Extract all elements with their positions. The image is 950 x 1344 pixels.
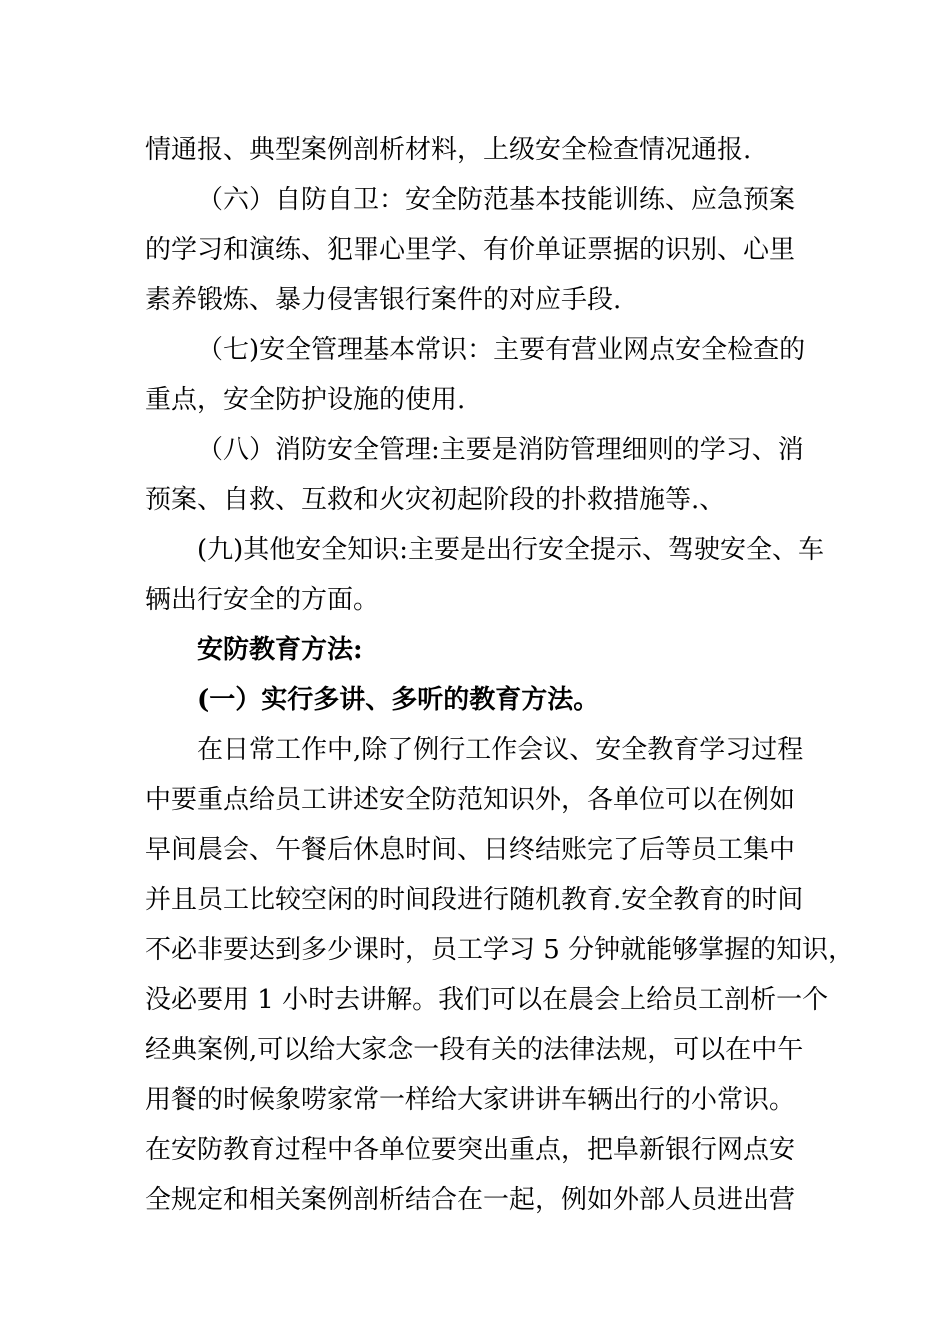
text-line: 辆出行安全的方面。	[145, 585, 380, 615]
text-line: （八）消防安全管理:主要是消防管理细则的学习、消	[197, 435, 804, 465]
text-line: 重点，安全防护设施的使用.	[145, 385, 466, 415]
document-page	[145, 125, 855, 1225]
subsection-heading: (一）实行多讲、多听的教育方法。	[197, 685, 600, 715]
text-line: (九)其他安全知识:主要是出行安全提示、驾驶安全、车	[197, 535, 825, 565]
text-line: 用餐的时候象唠家常一样给大家讲讲车辆出行的小常识。	[145, 1085, 796, 1115]
text-line: 在安防教育过程中各单位要突出重点，把阜新银行网点安	[145, 1135, 796, 1165]
section-heading: 安防教育方法:	[197, 635, 363, 665]
text-line: 早间晨会、午餐后休息时间、日终结账完了后等员工集中	[145, 835, 796, 865]
text-line: 并且员工比较空闲的时间段进行随机教育.安全教育的时间	[145, 885, 804, 915]
text-line: 不必非要达到多少课时，员工学习 5 分钟就能够掌握的知识，	[145, 935, 855, 965]
text-line: （七)安全管理基本常识：主要有营业网点安全检查的	[197, 335, 806, 365]
text-line: （六）自防自卫：安全防范基本技能训练、应急预案	[197, 185, 796, 215]
text-line: 经典案例,可以给大家念一段有关的法律法规，可以在中午	[145, 1035, 804, 1065]
text-line: 在日常工作中,除了例行工作会议、安全教育学习过程	[197, 735, 804, 765]
text-line: 素养锻炼、暴力侵害银行案件的对应手段.	[145, 285, 622, 315]
text-line: 的学习和演练、犯罪心里学、有价单证票据的识别、心里	[145, 235, 796, 265]
text-line: 预案、自救、互救和火灾初起阶段的扑救措施等.、	[145, 485, 726, 515]
text-line: 没必要用 1 小时去讲解。我们可以在晨会上给员工剖析一个	[145, 985, 829, 1015]
text-line: 全规定和相关案例剖析结合在一起，例如外部人员进出营	[145, 1185, 796, 1215]
text-line: 情通报、典型案例剖析材料，上级安全检查情况通报.	[145, 135, 752, 165]
text-line: 中要重点给员工讲述安全防范知识外，各单位可以在例如	[145, 785, 796, 815]
